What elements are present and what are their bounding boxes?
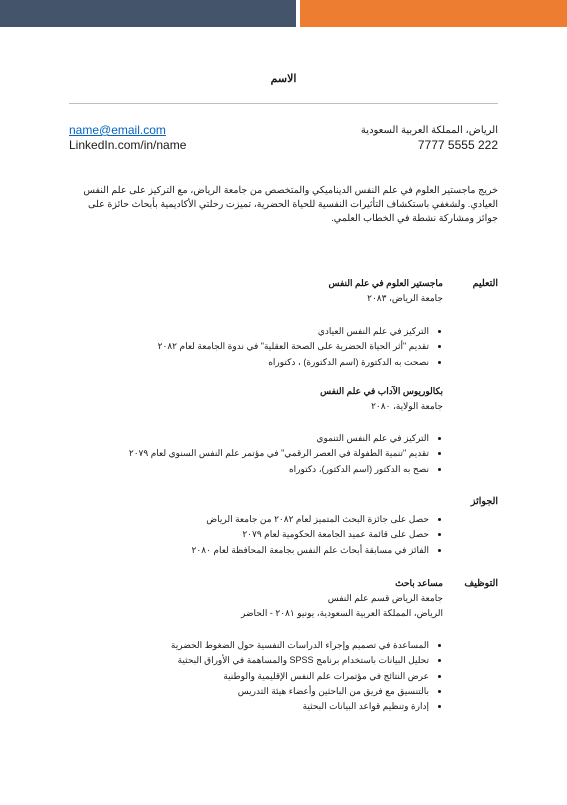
list-item: • تقديم "أثر الحياة الحضرية على الصحة العقلية" في ندوة الجامعة لعام ٢٠٨٢	[113, 339, 429, 354]
top-banner	[0, 0, 567, 27]
awards-bullets	[113, 512, 443, 558]
list-item: • حصل على قائمة عميد الجامعة الحكومية لعام ٢٠٧٩	[113, 527, 429, 542]
list-item: • المساعدة في تصميم وإجراء الدراسات النفسية حول الضغوط الحضرية	[113, 638, 429, 653]
education-bullets-1	[113, 324, 443, 370]
list-item: • تقديم "تنمية الطفولة في العصر الرقمي" في مؤتمر علم النفس السنوي لعام ٢٠٧٩	[113, 446, 429, 461]
job-dates: الرياض، المملكة العربية السعودية، يونيو ٢٠٨١ - الحاضر	[240, 608, 443, 618]
list-item: • تحليل البيانات باستخدام برنامج SPSS والمساهمة في الأوراق البحثية	[113, 653, 429, 668]
top-bar-dark	[0, 0, 296, 27]
list-item: • حصل على جائزة البحث المتميز لعام ٢٠٨٢ من جامعة الرياض	[113, 512, 429, 527]
header-divider	[69, 103, 498, 104]
location-text: الرياض، المملكة العربية السعودية	[360, 125, 498, 136]
employment-bullets	[113, 638, 443, 714]
resume-name: الاسم	[270, 73, 297, 85]
awards-list	[113, 512, 443, 558]
education-entry-1	[113, 276, 443, 370]
list-item: • إدارة وتنظيم قواعد البيانات البحثية	[113, 699, 429, 714]
school-line: جامعة الولاية، ٢٠٨٠	[371, 401, 443, 411]
linkedin-text: LinkedIn.com/in/name	[69, 138, 187, 152]
top-bar-accent	[300, 0, 567, 27]
list-item: • بالتنسيق مع فريق من الباحثين وأعضاء هيئة التدريس	[113, 684, 429, 699]
phone-text: 222 5555 7777	[417, 138, 498, 152]
list-item: • التركيز في علم النفس العيادي	[113, 324, 429, 339]
contact-online	[69, 123, 186, 153]
education-heading: التعليم	[472, 278, 498, 289]
awards-heading: الجوائز	[470, 496, 498, 507]
education-entry-2	[113, 384, 443, 477]
school-line: جامعة الرياض، ٢٠٨٣	[367, 293, 443, 303]
job-title: مساعد باحث	[395, 578, 443, 588]
list-item: • نصح به الدكتور (اسم الدكتور)، دكتوراه	[113, 462, 429, 477]
list-item: • الفائز في مسابقة أبحاث علم النفس بجامعة المحافظة لعام ٢٠٨٠	[113, 543, 429, 558]
list-item: • التركيز في علم النفس التنموي	[113, 431, 429, 446]
employment-entry	[113, 576, 443, 714]
summary-paragraph: خريج ماجستير العلوم في علم النفس الديناميكي والمتخصص من جامعة الرياض، مع التركيز على علم النفس العيادي. ولشغفي باستكشاف التأثيرات النفسية للحياة الحضرية، تميزت رحلتي الأكاديمية بأبحاث حائزة على جوائز ومشاركة نشطة في الخطاب العلمي.	[83, 185, 498, 224]
list-item: • نصحت به الدكتورة (اسم الدكتورة) ، دكتوراه	[113, 355, 429, 370]
degree-title: ماجستير العلوم في علم النفس	[328, 278, 443, 288]
degree-title: بكالوريوس الآداب في علم النفس	[320, 386, 443, 396]
contact-location	[361, 123, 498, 153]
employment-heading: التوظيف	[464, 578, 498, 589]
list-item: • عرض النتائج في مؤتمرات علم النفس الإقليمية والوطنية	[113, 669, 429, 684]
education-bullets-2	[113, 431, 443, 477]
job-org: جامعة الرياض قسم علم النفس	[327, 593, 443, 603]
email-link[interactable]: name@email.com	[69, 123, 166, 137]
